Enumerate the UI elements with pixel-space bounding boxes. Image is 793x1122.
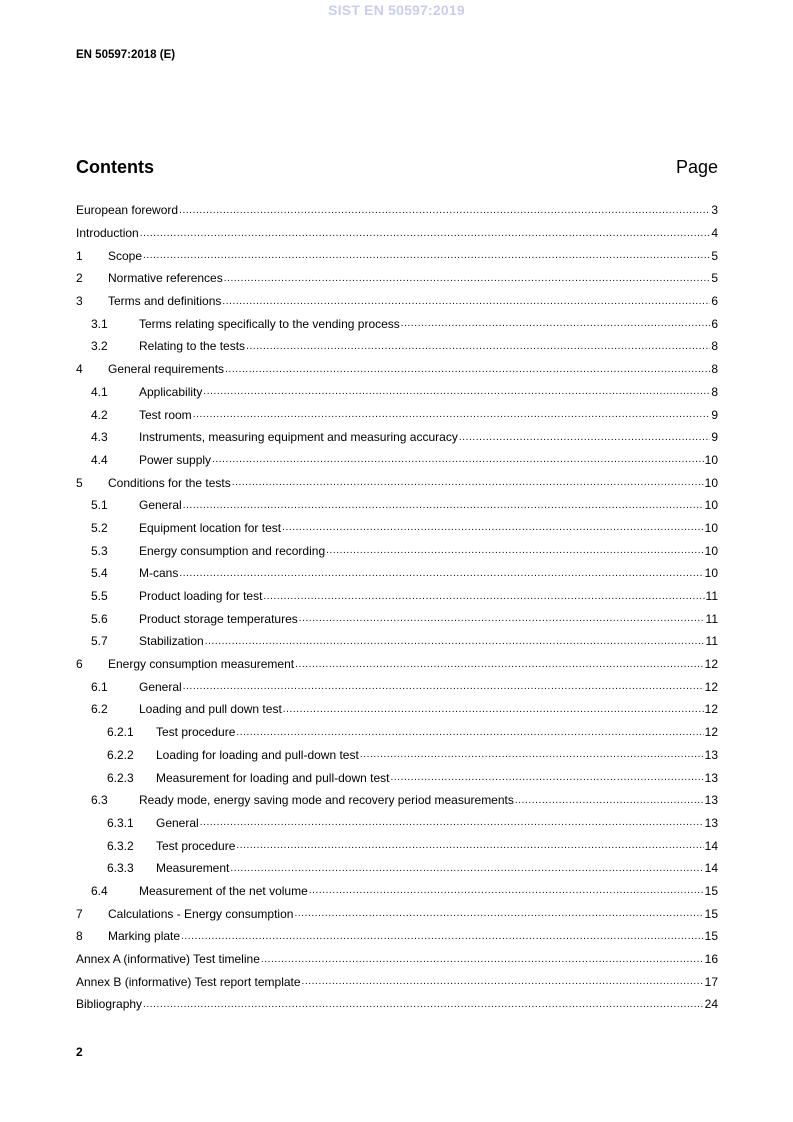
toc-entry-page: 13 [704,815,718,830]
toc-entry[interactable] [76,812,718,835]
toc-entry-number: 5.6 [91,611,108,626]
toc-leader-dots [282,522,704,533]
toc-entry-page: 11 [705,611,718,626]
toc-entry-number: 6.4 [91,883,108,898]
toc-leader-dots [140,228,711,239]
toc-entry-page: 9 [711,407,718,422]
toc-entry[interactable] [76,244,718,267]
toc-leader-dots [390,772,703,783]
toc-entry-number: 6.2.2 [107,747,134,762]
toc-leader-dots [302,976,704,987]
toc-entry-page: 13 [704,793,718,808]
toc-entry-page: 5 [711,248,718,263]
toc-entry-title: Stabilization [139,634,204,649]
toc-leader-dots [263,591,704,602]
toc-entry-title: Ready mode, energy saving mode and recovery period measurements [139,793,514,808]
toc-leader-dots [401,318,711,329]
toc-leader-dots [193,409,711,420]
toc-entry[interactable] [76,471,718,494]
toc-entry-page: 14 [704,838,718,853]
toc-entry-number: 5.4 [91,566,108,581]
toc-entry-page: 12 [704,657,718,672]
toc-entry-page: 10 [704,452,718,467]
toc-entry-page: 12 [704,679,718,694]
toc-entry-number: 7 [76,906,83,921]
toc-entry-page: 6 [711,294,718,309]
toc-entry-page: 14 [704,861,718,876]
toc-leader-dots [309,885,704,896]
toc-leader-dots [200,817,704,828]
toc-entry-number: 4 [76,362,83,377]
toc-leader-dots [360,749,704,760]
toc-entry-title: Bibliography [76,997,143,1012]
toc-leader-dots [230,863,703,874]
toc-entry-title: Terms and definitions [108,294,222,309]
toc-entry-page: 13 [704,747,718,762]
toc-leader-dots [183,500,704,511]
toc-entry-number: 3.1 [91,316,108,331]
toc-entry-page: 15 [704,883,718,898]
toc-entry[interactable] [76,335,718,358]
toc-entry[interactable] [76,494,718,517]
toc-entry-number: 5.3 [91,543,108,558]
toc-entry-title: Introduction [76,226,139,241]
toc-entry-number: 5.7 [91,634,108,649]
toc-leader-dots [236,840,703,851]
toc-leader-dots [295,659,704,670]
toc-entry[interactable] [76,607,718,630]
table-of-contents [76,199,718,1016]
toc-entry[interactable] [76,653,718,676]
toc-entry-page: 10 [704,543,718,558]
toc-entry[interactable] [76,267,718,290]
toc-leader-dots [179,205,710,216]
toc-entry[interactable] [76,403,718,426]
toc-entry-number: 6.1 [91,679,108,694]
toc-entry-page: 10 [704,475,718,490]
toc-entry[interactable] [76,789,718,812]
toc-entry-title: Product loading for test [139,589,263,604]
toc-entry[interactable] [76,426,718,449]
toc-entry-page: 10 [704,566,718,581]
toc-entry-title: Conditions for the tests [108,475,231,490]
toc-entry-page: 12 [704,725,718,740]
toc-entry-number: 5.2 [91,520,108,535]
toc-entry-title: Test procedure [156,838,236,853]
toc-entry[interactable] [76,517,718,540]
toc-entry-page: 6 [711,316,718,331]
toc-entry[interactable] [76,993,718,1016]
toc-entry-number: 5 [76,475,83,490]
toc-leader-dots [224,273,711,284]
contents-title: Contents [76,157,154,177]
toc-entry-page: 12 [704,702,718,717]
toc-entry-page: 10 [704,498,718,513]
toc-entry-page: 15 [704,906,718,921]
toc-entry[interactable] [76,834,718,857]
toc-entry[interactable] [76,630,718,653]
toc-entry-title: Test room [139,407,192,422]
toc-entry-title: Power supply [139,452,212,467]
toc-entry-title: Terms relating specifically to the vending process [139,316,400,331]
toc-entry-title: Annex A (informative) Test timeline [76,952,260,967]
toc-entry-page: 9 [711,430,718,445]
toc-entry-number: 4.4 [91,452,108,467]
page-column-label: Page [675,157,718,177]
toc-entry[interactable] [76,880,718,903]
toc-entry-title: Marking plate [108,929,181,944]
toc-entry-number: 4.1 [91,384,108,399]
toc-leader-dots [232,477,704,488]
toc-entry[interactable] [76,925,718,948]
toc-entry-number: 6.2.1 [107,725,134,740]
toc-entry-title: Relating to the tests [139,339,246,354]
toc-entry-title: Normative references [108,271,223,286]
toc-entry[interactable] [76,358,718,381]
toc-entry[interactable] [76,721,718,744]
toc-entry[interactable] [76,290,718,313]
toc-leader-dots [294,908,703,919]
toc-entry-number: 6.3.2 [107,838,134,853]
toc-entry-title: Energy consumption measurement [108,657,295,672]
toc-leader-dots [261,954,704,965]
toc-leader-dots [183,681,704,692]
toc-entry-number: 3 [76,294,83,309]
toc-entry-page: 5 [711,271,718,286]
toc-entry-title: Product storage temperatures [139,611,298,626]
toc-entry-number: 6.3.1 [107,815,134,830]
toc-entry-title: Measurement for loading and pull-down test [156,770,390,785]
toc-entry[interactable] [76,539,718,562]
toc-entry-title: General [139,679,182,694]
toc-entry-page: 13 [704,770,718,785]
toc-entry-page: 11 [705,634,718,649]
toc-entry-page: 4 [711,226,718,241]
toc-entry-page: 15 [704,929,718,944]
toc-entry-page: 8 [711,362,718,377]
toc-leader-dots [143,250,710,261]
toc-entry-number: 6.3 [91,793,108,808]
toc-leader-dots [246,341,710,352]
toc-entry-number: 5.5 [91,589,108,604]
toc-entry-title: Equipment location for test [139,520,282,535]
watermark: SIST EN 50597:2019 [328,2,465,18]
toc-leader-dots [205,636,705,647]
toc-entry[interactable] [76,675,718,698]
toc-leader-dots [222,296,710,307]
toc-entry-number: 8 [76,929,83,944]
toc-entry-title: Loading for loading and pull-down test [156,747,359,762]
toc-entry-number: 2 [76,271,83,286]
toc-entry-title: Applicability [139,384,203,399]
toc-entry-title: Annex B (informative) Test report template [76,974,301,989]
toc-entry-page: 8 [711,339,718,354]
toc-entry-title: General requirements [108,362,225,377]
toc-entry-title: General [139,498,182,513]
toc-entry[interactable] [76,766,718,789]
toc-leader-dots [326,545,704,556]
toc-entry-title: Instruments, measuring equipment and measuring accuracy [139,430,458,445]
toc-leader-dots [236,727,703,738]
toc-entry-title: Calculations - Energy consumption [108,906,294,921]
toc-entry-title: General [156,815,199,830]
toc-entry-page: 16 [704,952,718,967]
toc-entry[interactable] [76,585,718,608]
toc-entry[interactable] [76,222,718,245]
toc-entry-page: 17 [704,974,718,989]
toc-entry-number: 6.2.3 [107,770,134,785]
toc-entry-page: 10 [704,520,718,535]
toc-entry[interactable] [76,970,718,993]
toc-entry[interactable] [76,857,718,880]
toc-entry[interactable] [76,449,718,472]
toc-entry-number: 6 [76,657,83,672]
toc-entry-title: Measurement of the net volume [139,883,308,898]
toc-entry-page: 8 [711,384,718,399]
toc-entry-title: Measurement [156,861,230,876]
toc-entry[interactable] [76,698,718,721]
toc-entry-page: 11 [705,589,718,604]
toc-leader-dots [225,364,710,375]
toc-entry[interactable] [76,744,718,767]
toc-entry-number: 3.2 [91,339,108,354]
toc-entry-number: 4.2 [91,407,108,422]
toc-entry-number: 6.2 [91,702,108,717]
toc-entry-title: Test procedure [156,725,236,740]
toc-entry[interactable] [76,562,718,585]
toc-entry-title: Energy consumption and recording [139,543,326,558]
toc-leader-dots [181,931,704,942]
toc-entry-title: Scope [108,248,143,263]
toc-entry-title: Loading and pull down test [139,702,282,717]
toc-entry-number: 1 [76,248,83,263]
contents-header [76,157,718,178]
document-id: EN 50597:2018 (E) [76,49,176,61]
toc-entry-number: 4.3 [91,430,108,445]
toc-leader-dots [203,386,710,397]
toc-entry-page: 3 [711,203,718,218]
toc-entry-number: 6.3.3 [107,861,134,876]
toc-leader-dots [143,999,704,1010]
toc-entry[interactable] [76,902,718,925]
toc-leader-dots [212,454,704,465]
toc-entry-title: European foreword [76,203,179,218]
toc-entry[interactable] [76,199,718,222]
toc-entry-number: 5.1 [91,498,108,513]
toc-entry[interactable] [76,312,718,335]
toc-entry-title: M-cans [139,566,179,581]
toc-leader-dots [515,795,704,806]
toc-leader-dots [299,613,705,624]
toc-entry[interactable] [76,381,718,404]
toc-entry[interactable] [76,948,718,971]
page-number: 2 [76,1045,83,1059]
toc-leader-dots [179,568,703,579]
toc-leader-dots [459,432,710,443]
toc-entry-page: 24 [704,997,718,1012]
toc-leader-dots [283,704,704,715]
